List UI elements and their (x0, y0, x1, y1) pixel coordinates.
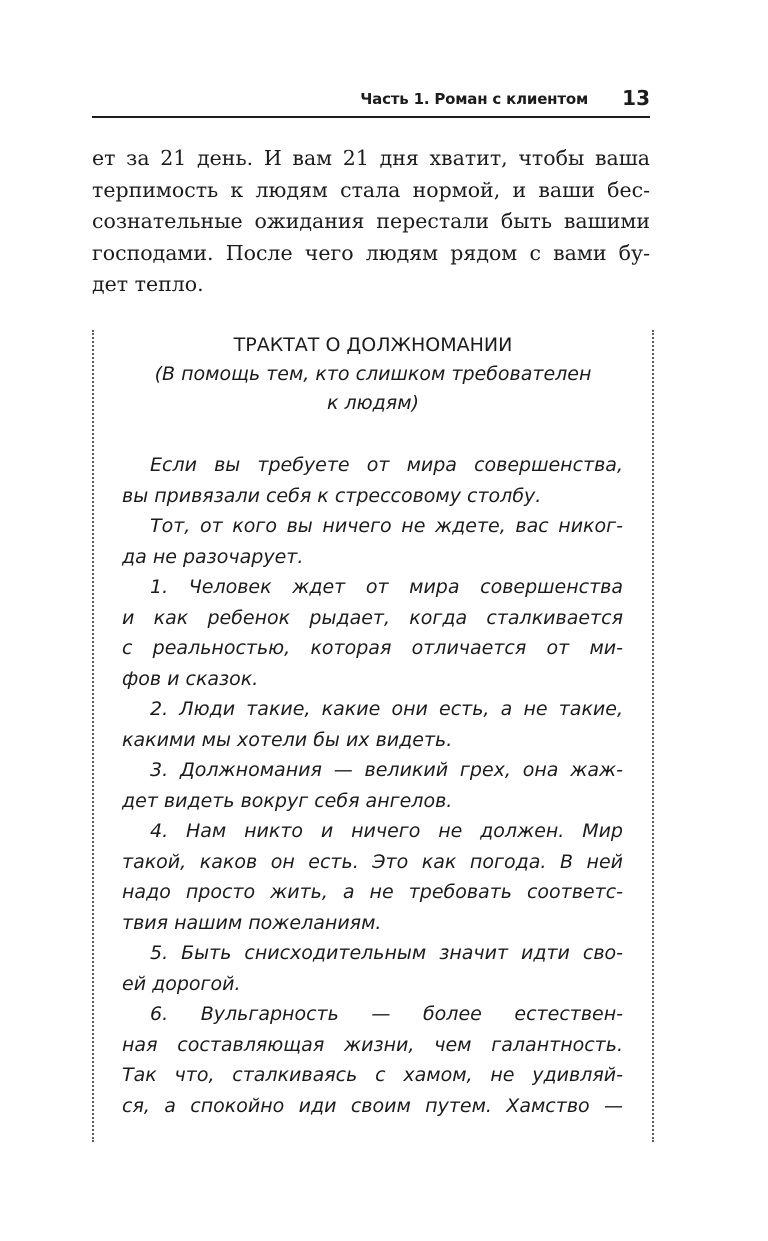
treatise-line: дет видеть вокруг себя ангелов. (122, 789, 453, 812)
intro-line: дет тепло. (92, 272, 204, 296)
treatise-line: Если вы требуете от мира совершенства, (150, 454, 623, 476)
treatise-line: вы привязали себя к стрессовому столбу. (122, 484, 542, 507)
treatise-line: 6. Вульгарность — более естествен- (150, 1003, 623, 1025)
intro-paragraph (92, 143, 650, 301)
treatise-line: с реальностью, которая отличается от ми- (122, 637, 623, 659)
intro-line: терпимость к людям стала нормой, и ваши бес- (92, 177, 650, 202)
treatise-body (122, 450, 623, 1121)
running-header (92, 86, 650, 118)
treatise-subtitle-line-1: (В помощь тем, кто слишком требователен (154, 363, 592, 385)
treatise-line: твия нашим пожеланиям. (122, 911, 382, 934)
treatise-line: ся, а спокойно иди своим путем. Хамство — (122, 1094, 623, 1117)
treatise-line: надо просто жить, а не требовать соответс- (122, 881, 623, 903)
treatise-box (92, 330, 654, 1142)
treatise-line: Так что, сталкиваясь с хамом, не удивляй- (122, 1064, 623, 1086)
treatise-line: фов и сказок. (122, 667, 259, 690)
treatise-line: ей дорогой. (122, 972, 241, 995)
running-title: Часть 1. Роман с клиентом (360, 90, 588, 108)
intro-line: господами. После чего людям рядом с вами бу- (92, 240, 650, 265)
treatise-line: 1. Человек ждет от мира совершенства (150, 576, 623, 598)
intro-line: ет за 21 день. И вам 21 дня хватит, чтобы ваша (92, 146, 650, 170)
treatise-line: Тот, от кого вы ничего не ждете, вас никог- (150, 515, 623, 537)
treatise-line: да не разочарует. (122, 545, 304, 568)
treatise-line: 4. Нам никто и ничего не должен. Мир (150, 820, 623, 842)
treatise-line: и как ребенок рыдает, когда сталкивается (122, 606, 623, 629)
treatise-line: 2. Люди такие, какие они есть, а не такие, (150, 698, 623, 720)
page-number: 13 (622, 86, 650, 110)
intro-line: сознательные ожидания перестали быть вашими (92, 209, 650, 233)
treatise-subtitle-line-2: к людям) (327, 392, 419, 414)
treatise-line: какими мы хотели бы их видеть. (122, 728, 453, 751)
treatise-line: такой, каков он есть. Это как погода. В ней (122, 850, 623, 873)
treatise-line: ная составляющая жизни, чем галантность. (122, 1033, 623, 1056)
treatise-line: 5. Быть снисходительным значит идти сво- (150, 942, 623, 964)
treatise-line: 3. Должномания — великий грех, она жаж- (150, 759, 623, 781)
treatise-title: ТРАКТАТ О ДОЛЖНОМАНИИ (233, 334, 513, 356)
